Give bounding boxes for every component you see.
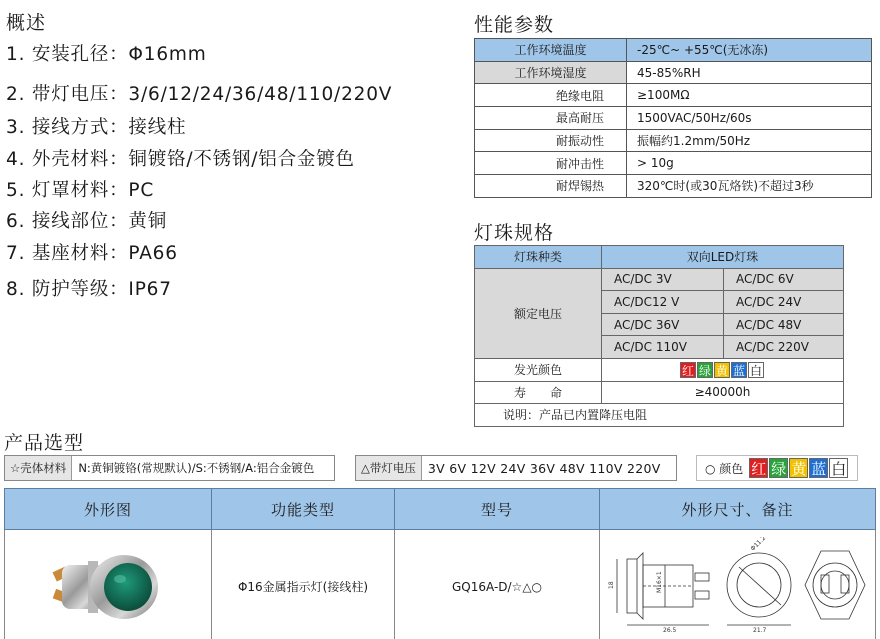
beads-table — [474, 245, 844, 427]
param-name: 最高耐压 — [475, 107, 627, 130]
overview-item: 7. 基座材料：PA66 — [6, 243, 178, 264]
params-heading: 性能参数 — [474, 14, 555, 36]
color-chip: 白 — [749, 363, 762, 378]
param-value: 1500VAC/50Hz/60s — [627, 107, 872, 130]
selection-table — [4, 488, 876, 639]
rated-voltage-label: 额定电压 — [475, 268, 602, 358]
voltage-cell: AC/DC 36V — [602, 313, 724, 336]
param-value: 振幅约1.2mm/50Hz — [627, 129, 872, 152]
voltage-cell: AC/DC 6V — [724, 268, 844, 291]
dim-thread-label: M16×1 — [655, 571, 663, 593]
shell-material-values: N:黄铜镀铬(常规默认)/S:不锈钢/A:铝合金镀色 — [78, 461, 315, 475]
voltage-cell: AC/DC12 V — [602, 291, 724, 314]
voltage-cell: AC/DC 24V — [724, 291, 844, 314]
color-option — [696, 455, 858, 481]
table-row — [475, 268, 844, 291]
table-row — [475, 39, 872, 62]
overview-item: 8. 防护等级：IP67 — [6, 279, 172, 300]
bead-note: 说明：产品已内置降压电阻 — [475, 404, 844, 427]
col-header: 型号 — [395, 489, 600, 530]
table-row — [475, 84, 872, 107]
param-name: 绝缘电阻 — [475, 84, 627, 107]
voltage-cell: AC/DC 220V — [724, 336, 844, 359]
color-chip: 绿 — [771, 460, 787, 478]
color-option-chips — [749, 458, 849, 478]
param-name: 耐焊锡热 — [475, 175, 627, 198]
param-name: 工作环境湿度 — [475, 61, 627, 84]
param-value: -25℃~ +55℃(无冰冻) — [627, 39, 872, 62]
color-option-label: ○ 颜色 — [705, 461, 744, 476]
function-type-cell: Φ16金属指示灯(接线柱) — [212, 530, 395, 639]
dimension-drawing — [603, 537, 873, 633]
color-chip: 黄 — [715, 363, 728, 378]
product-photo-cell — [5, 530, 212, 639]
voltage-cell: AC/DC 48V — [724, 313, 844, 336]
color-chip: 白 — [831, 460, 847, 478]
param-value: 45-85%RH — [627, 61, 872, 84]
col-header: 外形尺寸、备注 — [600, 489, 876, 530]
indicator-lamp-photo — [48, 539, 168, 631]
table-row — [475, 246, 844, 269]
selection-heading: 产品选型 — [4, 432, 85, 454]
table-row — [475, 404, 844, 427]
param-name: 工作环境温度 — [475, 39, 627, 62]
emit-color-label: 发光颜色 — [475, 358, 602, 381]
overview-heading: 概述 — [6, 12, 47, 34]
param-name: 耐冲击性 — [475, 152, 627, 175]
life-label: 寿 命 — [475, 381, 602, 404]
dimension-drawing-cell — [600, 530, 876, 639]
table-row — [475, 61, 872, 84]
shell-material-option — [4, 455, 335, 481]
param-value: > 10g — [627, 152, 872, 175]
emit-color-chips — [602, 358, 844, 381]
table-row — [475, 152, 872, 175]
overview-item: 3. 接线方式：接线柱 — [6, 117, 187, 138]
table-row — [475, 175, 872, 198]
overview-item: 2. 带灯电压：3/6/12/24/36/48/110/220V — [6, 84, 393, 105]
bead-type-label: 灯珠种类 — [475, 246, 602, 269]
lamp-voltage-tag: △带灯电压 — [356, 456, 422, 480]
overview-item: 4. 外壳材料：铜镀铬/不锈钢/铝合金镀色 — [6, 149, 355, 170]
col-header: 外形图 — [5, 489, 212, 530]
dim-diameter-label: Φ11.2 — [748, 537, 767, 553]
color-chip: 黄 — [791, 460, 807, 478]
lamp-voltage-option — [355, 455, 677, 481]
param-value: ≥100MΩ — [627, 84, 872, 107]
table-row — [475, 381, 844, 404]
col-header: 功能类型 — [212, 489, 395, 530]
color-chip: 绿 — [698, 363, 711, 378]
color-chip: 蓝 — [811, 460, 827, 478]
color-chip: 红 — [681, 363, 694, 378]
shell-material-tag: ☆壳体材料 — [5, 456, 72, 480]
params-table — [474, 38, 872, 198]
dim-width2-label: 21.7 — [752, 627, 766, 633]
table-row — [5, 530, 876, 639]
table-row — [475, 107, 872, 130]
param-name: 耐振动性 — [475, 129, 627, 152]
lamp-voltage-values: 3V 6V 12V 24V 36V 48V 110V 220V — [427, 460, 661, 476]
table-row — [475, 129, 872, 152]
color-chip: 红 — [751, 460, 767, 478]
table-header-row — [5, 489, 876, 530]
beads-heading: 灯珠规格 — [474, 222, 555, 244]
model-cell: GQ16A-D/☆△○ — [395, 530, 600, 639]
dim-height-label: 18 — [607, 581, 615, 589]
param-value: 320℃时(或30瓦烙铁)不超过3秒 — [627, 175, 872, 198]
color-chip: 蓝 — [732, 363, 745, 378]
voltage-cell: AC/DC 110V — [602, 336, 724, 359]
life-value: ≥40000h — [602, 381, 844, 404]
table-row — [475, 358, 844, 381]
overview-item: 1. 安装孔径：Φ16mm — [6, 44, 207, 65]
voltage-cell: AC/DC 3V — [602, 268, 724, 291]
overview-item: 6. 接线部位：黄铜 — [6, 211, 168, 232]
overview-item: 5. 灯罩材料：PC — [6, 180, 155, 201]
bead-type-value: 双向LED灯珠 — [602, 246, 844, 269]
dim-width1-label: 26.5 — [662, 627, 676, 633]
